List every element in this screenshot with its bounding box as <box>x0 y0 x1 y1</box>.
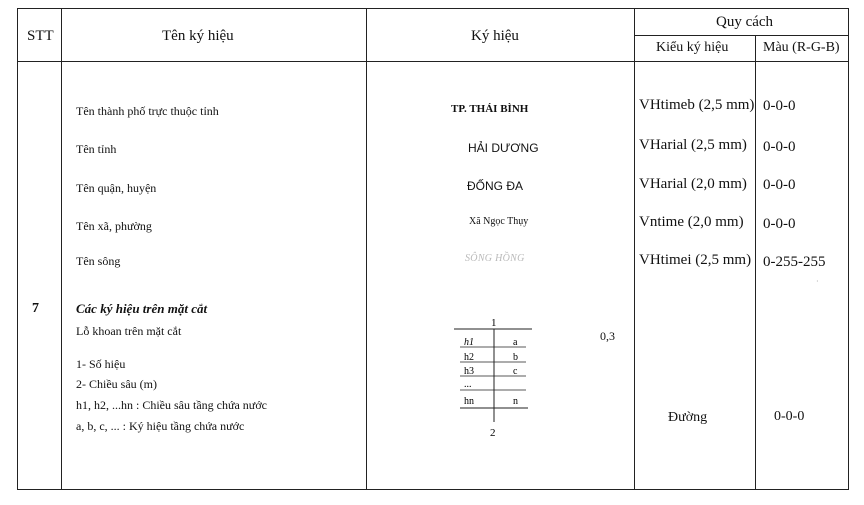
section-7-subtitle: Lỗ khoan trên mặt cắt <box>76 324 182 338</box>
speck-mark: · <box>816 277 819 286</box>
header-subdivider <box>634 35 849 36</box>
row-name-city: Tên thành phố trực thuộc tỉnh <box>76 104 219 118</box>
section-7-title: Các ký hiệu trên mặt cắt <box>76 301 208 316</box>
row-name-commune: Tên xã, phường <box>76 219 152 233</box>
row-color-province: 0-0-0 <box>763 139 796 155</box>
section-7-number: 7 <box>32 301 39 316</box>
borehole-right-1: b <box>513 352 518 363</box>
row-style-district: VHarial (2,0 mm) <box>639 176 747 192</box>
row-symbol-city: TP. THÁI BÌNH <box>451 103 529 115</box>
table-border-left <box>17 8 18 490</box>
section-7-color: 0-0-0 <box>774 409 805 424</box>
row-style-commune: Vntime (2,0 mm) <box>639 214 744 230</box>
header-ten-ky-hieu: Tên ký hiệu <box>162 28 234 44</box>
borehole-top-label: 1 <box>491 317 497 329</box>
column-divider-style <box>755 35 756 490</box>
row-symbol-river: SÔNG HỒNG <box>465 253 525 264</box>
section-7-style: Đường <box>668 410 708 425</box>
borehole-left-2: h3 <box>464 366 474 377</box>
row-color-river: 0-255-255 <box>763 254 826 270</box>
row-style-province: VHarial (2,5 mm) <box>639 137 747 153</box>
header-mau: Màu (R-G-B) <box>763 40 840 55</box>
borehole-left-4: hn <box>464 396 474 407</box>
table-border-bottom <box>17 489 849 490</box>
table-border-top <box>17 8 849 9</box>
column-divider-stt <box>61 8 62 490</box>
column-divider-name <box>366 8 367 490</box>
row-name-river: Tên sông <box>76 254 121 268</box>
note-abc-levels: a, b, c, ... : Ký hiệu tầng chứa nước <box>76 419 245 433</box>
note-so-hieu: 1- Số hiệu <box>76 357 126 371</box>
row-style-river: VHtimei (2,5 mm) <box>639 252 752 268</box>
row-style-city: VHtimeb (2,5 mm) <box>639 97 755 113</box>
row-name-district: Tên quận, huyện <box>76 181 157 195</box>
row-symbol-province: HẢI DƯƠNG <box>468 141 539 155</box>
borehole-right-0: a <box>513 337 518 348</box>
dimension-label: 0,3 <box>600 329 615 343</box>
row-name-province: Tên tỉnh <box>76 142 117 156</box>
header-quy-cach: Quy cách <box>716 14 774 30</box>
row-color-district: 0-0-0 <box>763 177 796 193</box>
row-symbol-district: ĐỐNG ĐA <box>467 179 524 193</box>
borehole-bottom-label: 2 <box>490 427 496 439</box>
header-bottom-line <box>17 61 849 62</box>
borehole-right-4: n <box>513 396 518 407</box>
row-color-commune: 0-0-0 <box>763 216 796 232</box>
borehole-left-3: ... <box>464 379 472 390</box>
header-kieu-ky-hieu: Kiểu ký hiệu <box>656 40 729 55</box>
borehole-left-1: h2 <box>464 352 474 363</box>
header-stt: STT <box>27 28 54 44</box>
borehole-left-0: h1 <box>464 337 474 348</box>
column-divider-symbol <box>634 8 635 490</box>
row-symbol-commune: Xã Ngọc Thụy <box>469 216 529 227</box>
note-h-levels: h1, h2, ...hn : Chiều sâu tầng chứa nước <box>76 398 267 412</box>
borehole-symbol <box>450 310 540 440</box>
borehole-right-2: c <box>513 366 518 377</box>
table-border-right <box>848 8 849 490</box>
row-color-city: 0-0-0 <box>763 98 796 114</box>
header-ky-hieu: Ký hiệu <box>471 28 519 44</box>
note-chieu-sau: 2- Chiều sâu (m) <box>76 377 157 391</box>
